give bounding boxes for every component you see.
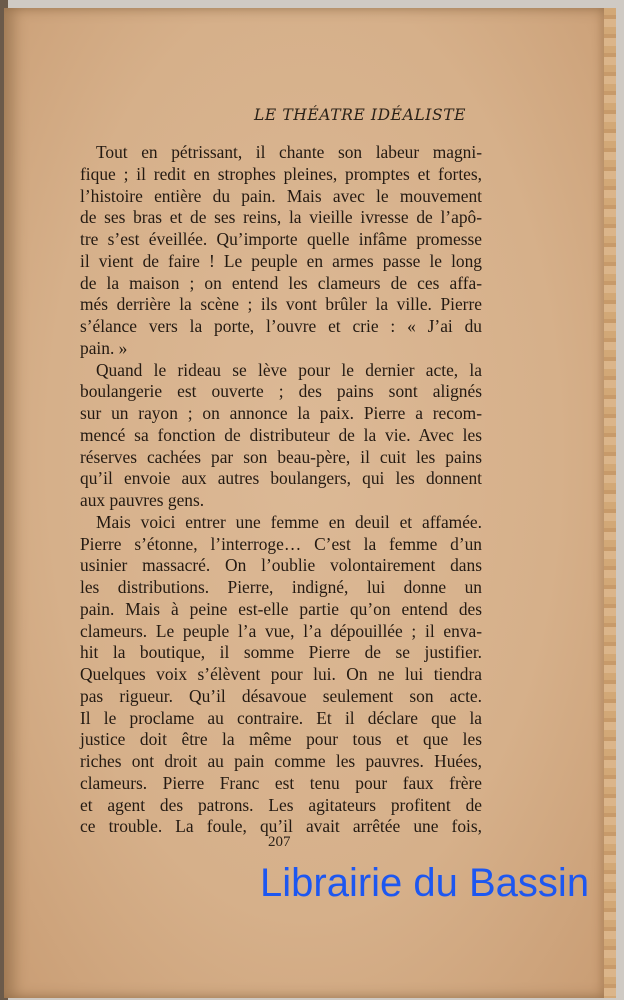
text-line: riches ont droit au pain comme les pauvres. Huées, [80,751,482,771]
text-line: Pierre s’étonne, l’interroge… C’est la femme d’un [80,533,482,554]
running-title: LE THÉATRE IDÉALISTE [254,106,467,124]
text-line: clameurs. Le peuple l’a vue, l’a dépouillée ; il enva- [80,620,482,641]
text-line: il vient de faire ! Le peuple en armes passe le long [80,250,482,271]
text-line: pain. Mais à peine est-elle partie qu’on entend des [80,598,482,619]
text-line: tre s’est éveillée. Qu’importe quelle infâme promesse [80,229,482,249]
text-line: justice doit être la même pour tous et que les [80,729,482,750]
text-line: de ses bras et de ses reins, la vieille ivresse de l’apô- [80,207,482,228]
text-line: les distributions. Pierre, indigné, lui donne un [80,577,482,597]
watermark: Librairie du Bassin [260,861,590,905]
text-line: usinier massacré. On l’oublie volontairement dans [80,555,482,576]
text-line: Tout en pétrissant, il chante son labeur magni- [96,142,482,162]
text-line: més derrière la scène ; ils vont brûler la ville. Pierre [80,294,482,315]
text-line: pain. » [80,337,128,358]
text-line: et agent des patrons. Les agitateurs profitent de [80,794,482,815]
text-line: Quelques voix s’élèvent pour lui. On ne lui tiendra [80,664,482,684]
text-line: aux pauvres gens. [80,490,205,510]
text-line: ce trouble. La foule, qu’il avait arrêtée une fois, [80,816,482,837]
text-line: pas rigueur. Qu’il désavoue seulement son acte. [80,685,482,706]
text-line: l’histoire entière du pain. Mais avec le mouvement [80,185,482,206]
text-line: fique ; il redit en strophes pleines, promptes et fortes, [80,163,482,184]
text-line: mencé sa fonction de distributeur de la vie. Avec les [80,424,482,445]
text-line: hit la boutique, il somme Pierre de se justifier. [80,642,482,663]
text-line: boulangerie est ouverte ; des pains sont alignés [80,381,482,402]
text-line: clameurs. Pierre Franc est tenu pour faux frère [80,772,482,793]
text-line: de la maison ; on entend les clameurs de ces affa- [80,272,482,293]
text-line: Quand le rideau se lève pour le dernier acte, la [96,359,482,380]
text-line: sur un rayon ; on annonce la paix. Pierre a recom- [80,403,482,423]
text-line: Il le proclame au contraire. Et il déclare que la [80,707,482,728]
page-body-text [80,142,482,838]
text-line: qu’il envoie aux autres boulangers, qui les donnent [80,468,482,489]
text-line: Mais voici entrer une femme en deuil et affamée. [96,511,482,532]
page-edge [604,8,616,998]
page-number: 207 [268,834,291,850]
text-line: réserves cachées par son beau-père, il cuit les pains [80,446,482,467]
text-line: s’élance vers la porte, l’ouvre et crie : « J’ai du [80,316,482,336]
